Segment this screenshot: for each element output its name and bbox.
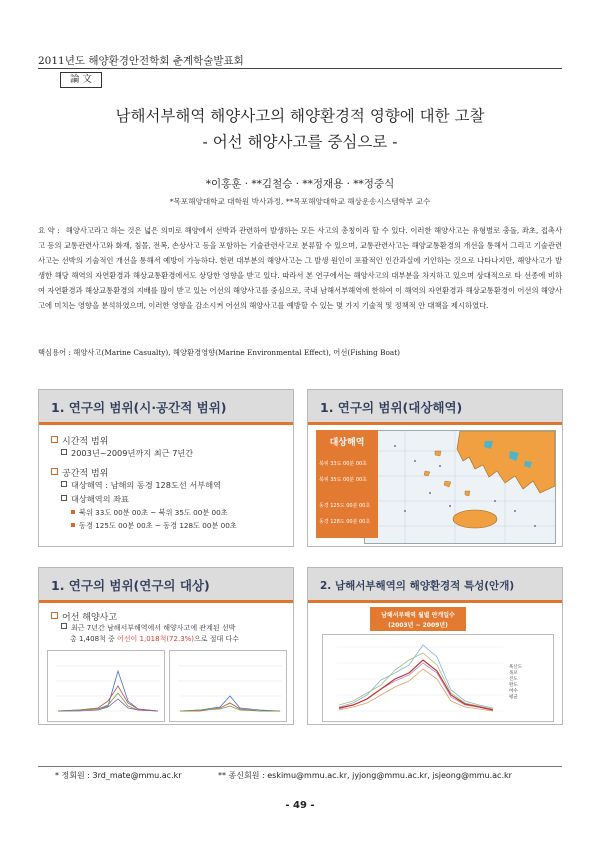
time-scope-heading: 시간적 범위 <box>51 434 108 447</box>
paper-type-label: 論 文 <box>60 72 102 88</box>
accident-chart-right-drawing <box>170 651 286 721</box>
accident-chart-right <box>169 650 287 722</box>
footnote-lifetime-members: ** 종신회원 : eskimu@mmu.ac.kr, jyjong@mmu.ac.kr, jsjeong@mmu.ac.kr <box>218 771 512 780</box>
authors: *이홍훈 · **김철승 · **정재용 · **정중식 <box>205 178 395 190</box>
space-scope-item: 대상해역의 좌표 <box>61 494 129 505</box>
time-scope-item: 2003년~2009년까지 최근 7년간 <box>61 448 193 459</box>
legend-entry: 완도 <box>509 683 518 688</box>
slide-accent-bar <box>308 422 562 425</box>
bullet-square-icon <box>61 623 67 629</box>
accident-chart-left-drawing <box>48 651 164 721</box>
paper-title: 남해서부해역 해양사고의 해양환경적 영향에 대한 고찰 <box>115 107 485 125</box>
fog-chart-caption-box <box>370 607 466 631</box>
slide-fog-characteristics <box>307 567 563 725</box>
slide-accent-bar <box>39 422 293 425</box>
sea-chart-map <box>364 430 556 544</box>
legend-entry: 평균 <box>509 695 518 700</box>
coordinate-label: 북위 33도 00분 00초 <box>319 461 368 467</box>
coordinate-label: 동경 125도 00분 00초 <box>319 503 371 509</box>
page-number: - 49 - <box>285 800 315 811</box>
slide-accent-bar <box>308 600 562 603</box>
target-line: 총 1,408척 중 어선이 1,018척(72.3%)으로 절대 다수 <box>70 635 240 643</box>
fog-chart-period: (2003년 ~ 2009년) <box>388 622 448 629</box>
coordinate-label: 북위 35도 00분 00초 <box>319 477 368 483</box>
legend-entry: 진도 <box>509 677 518 682</box>
sea-chart-drawing <box>365 431 555 543</box>
abstract-text: 해양사고라고 하는 것은 넓은 의미로 해양에서 선박과 관련하여 발생하는 모든 사고의 총칭이라 할 수 있다. 이러한 해양사고는 유형별로 충돌, 좌초, 접촉사고 등의 교통관련사고와 화재, 침몰, 전복, 손상사고 등을 포함하는 기술관련사고로 분류할 수 있으며, 교통관련사고는 해양교통환경의 개선을 통해서 그리고 기술관련사고는 선박의 기술적인 개선을 통해서 예방이 가능하다. 한편 대부분의 해양사고는 그 발생 원인이 포괄적인 인간과실에 기인하는 것으로 나타나지만, 해양사고가 발생한 해당 해역의 자연환경과 해상교통환경에서도 상당한 영향을 받고 있다. 따라서 본 연구에서는 해양사고의 대부분을 차지하고 있으며 상대적으로 타 선종에 비하여 자연환경과 해상교통환경의 지배를 많이 받고 있는 어선의 해양사고를 중심으로, 국내 남해서부해역에 한하여 이 해역의 자연환경과 해상교통환경이 어선의 해양사고에 미치는 영향을 분석하였으며, 이러한 영향을 감소시켜 어선의 해양사고를 예방할 수 있는 몇 가지 기술적 및 정책적 안 대책을 제시하였다. <box>38 226 562 310</box>
fog-chart-caption: 남해서부해역 월별 안개일수 <box>381 612 455 619</box>
header-rule <box>38 68 562 69</box>
bullet-square-icon <box>51 436 58 443</box>
accident-chart-left <box>47 650 165 722</box>
paper-subtitle: - 어선 해양사고를 중심으로 - <box>202 133 398 151</box>
keywords: 핵심용어 : 해양사고(Marine Casualty), 해양환경영향(Marine Environmental Effect), 어선(Fishing Boat) <box>38 348 400 357</box>
slide-title: 1. 연구의 범위(시·공간적 범위) <box>51 400 227 415</box>
slide-title: 2. 남해서부해역의 해양환경적 특성(안개) <box>320 580 515 592</box>
space-scope-item: 대상해역 : 남해의 동경 128도선 서부해역 <box>61 480 221 491</box>
bullet-square-icon <box>51 612 58 619</box>
footnote-rule <box>38 766 562 767</box>
legend-entry: 흑산도 <box>509 665 523 670</box>
target-heading: 어선 해양사고 <box>51 610 117 623</box>
legend-entry: 여수 <box>509 689 518 694</box>
bullet-square-icon <box>61 495 67 501</box>
fog-chart <box>322 634 554 722</box>
bullet-square-icon <box>71 523 75 527</box>
slide-accent-bar <box>39 600 293 603</box>
coordinate-item: 북위 33도 00분 00초 ~ 북위 35도 00분 00초 <box>71 508 228 518</box>
coordinate-label: 동경 128도 00분 00초 <box>319 519 371 525</box>
coordinate-item: 동경 125도 00분 00초 ~ 동경 128도 00분 00초 <box>71 521 237 531</box>
legend-entry: 목포 <box>509 671 518 676</box>
fog-chart-legend <box>509 665 522 701</box>
affiliation: *목포해양대학교 대학원 박사과정, **목포해양대학교 해상운송시스템학부 교수 <box>169 197 431 206</box>
conference-name: 2011년도 해양환경안전학회 춘계학술발표회 <box>38 55 244 67</box>
bullet-square-icon <box>51 468 58 475</box>
slide-title: 1. 연구의 범위(대상해역) <box>320 400 463 415</box>
slide-research-scope-area <box>307 389 563 547</box>
slide-research-scope-time-space <box>38 389 294 547</box>
slide-title: 1. 연구의 범위(연구의 대상) <box>51 578 210 593</box>
target-line: 최근 7년간 남해서부해역에서 해양사고에 관계된 선박 <box>61 623 235 633</box>
target-area-box <box>316 430 378 538</box>
bullet-square-icon <box>61 481 67 487</box>
bullet-square-icon <box>71 510 75 514</box>
abstract-label: 요 약 : <box>38 226 60 235</box>
footnote-member: * 정회원 : 3rd_mate@mmu.ac.kr <box>55 771 182 780</box>
space-scope-heading: 공간적 범위 <box>51 466 108 479</box>
slide-research-target <box>38 567 294 725</box>
target-area-title: 대상해역 <box>329 438 365 448</box>
abstract <box>38 224 562 313</box>
bullet-square-icon <box>61 449 67 455</box>
